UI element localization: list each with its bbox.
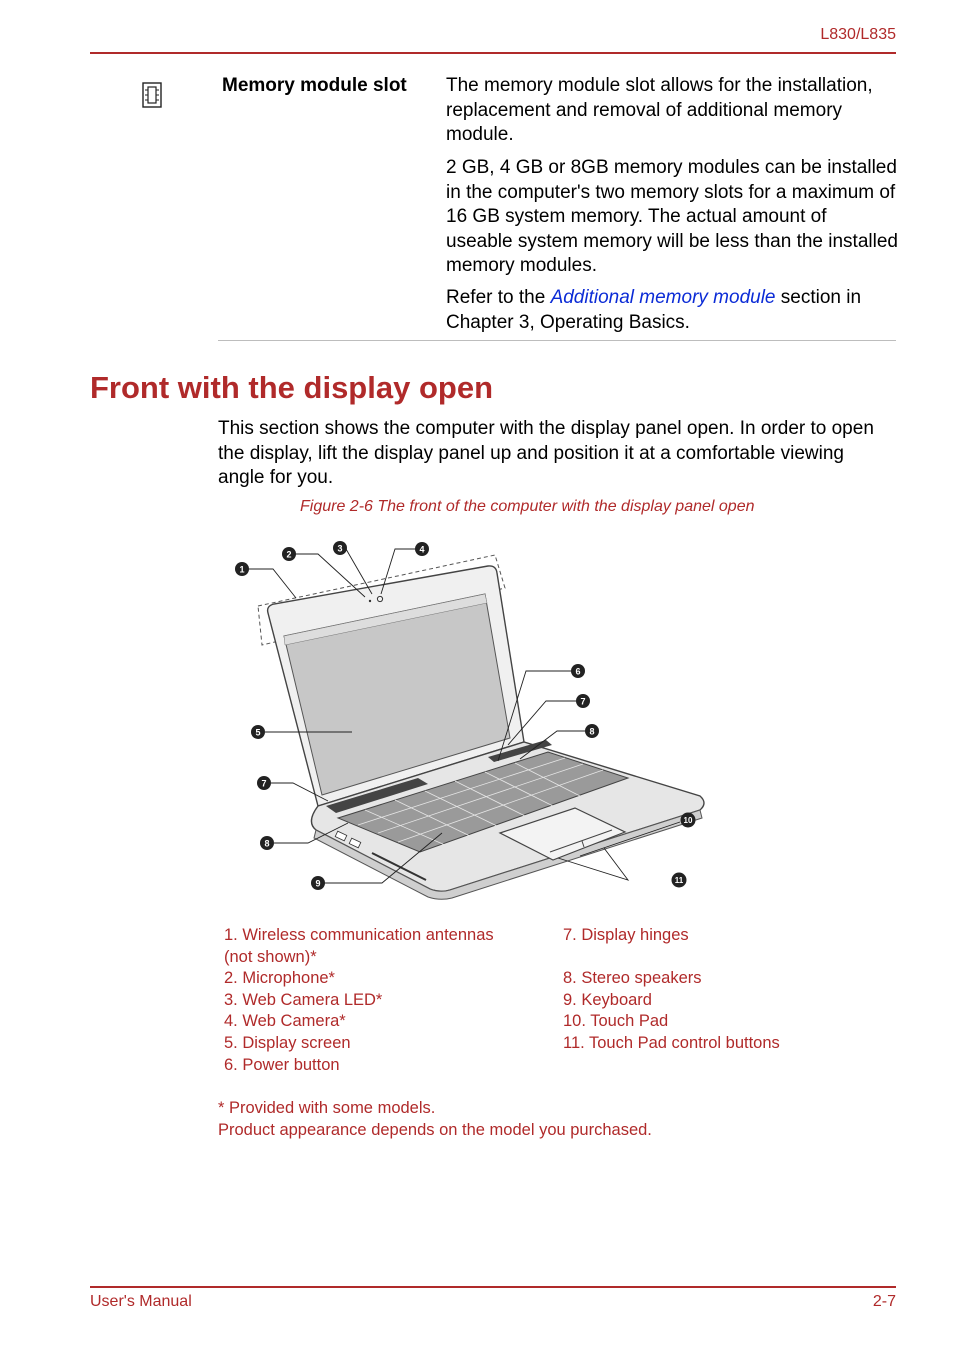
note-provided: * Provided with some models. — [218, 1099, 436, 1117]
legend-item: 9. Keyboard — [563, 990, 652, 1009]
legend-left — [224, 925, 544, 1076]
memory-slot-term: Memory module slot — [222, 75, 407, 96]
section-intro: This section shows the computer with the display panel open. In order to open the display, lift the display panel up and position it at a comfortable viewing angle for you. — [218, 418, 874, 489]
legend-item: 3. Web Camera LED* — [224, 990, 383, 1009]
memory-slot-reference — [446, 286, 898, 335]
memory-slot-description-1: The memory module slot allows for the installation, replacement and removal of additional memory module. — [446, 75, 873, 146]
svg-text:9: 9 — [315, 878, 321, 889]
figure-caption: Figure 2-6 The front of the computer with the display panel open — [300, 498, 755, 515]
footer-manual-title: User's Manual — [90, 1293, 192, 1310]
callout-2 — [282, 547, 296, 561]
legend-item: 1. Wireless communication antennas — [224, 926, 494, 944]
svg-text:8: 8 — [264, 838, 270, 849]
callout-6 — [571, 664, 585, 678]
reference-suffix: section in Chapter 3, Operating Basics. — [446, 287, 862, 333]
svg-text:2: 2 — [286, 549, 292, 560]
legend-item: 4. Web Camera* — [224, 1012, 346, 1031]
svg-text:11: 11 — [674, 876, 684, 885]
callout-1 — [235, 562, 249, 576]
svg-text:7: 7 — [580, 696, 586, 707]
svg-text:6: 6 — [575, 666, 581, 677]
model-name: L830/L835 — [820, 26, 896, 43]
callout-11 — [672, 873, 687, 888]
reference-prefix: Refer to the — [446, 287, 551, 308]
svg-text:4: 4 — [419, 544, 425, 555]
callout-10 — [681, 813, 696, 828]
legend-item: 6. Power button — [224, 1055, 340, 1074]
legend-item: 8. Stereo speakers — [563, 969, 702, 988]
callout-3 — [333, 541, 347, 555]
callout-8-right — [585, 724, 599, 738]
callout-4 — [415, 542, 429, 556]
callout-7-right — [576, 694, 590, 708]
legend-spacer — [563, 947, 893, 969]
callout-8-left — [260, 836, 274, 850]
footer-rule — [90, 1286, 896, 1288]
figure-notes — [218, 1097, 652, 1141]
svg-text:7: 7 — [261, 778, 267, 789]
table-bottom-rule — [218, 340, 896, 341]
svg-text:3: 3 — [337, 543, 343, 554]
memory-slot-description-2: 2 GB, 4 GB or 8GB memory modules can be installed in the computer's two memory slots for a maximum of 16 GB system memory. The actual amount of useable system memory will be less than the installed memory modules. — [446, 157, 898, 277]
laptop-illustration — [232, 536, 712, 901]
header-rule — [90, 52, 896, 54]
memory-chip-icon — [142, 82, 162, 108]
svg-text:8: 8 — [589, 726, 595, 737]
svg-text:10: 10 — [683, 816, 693, 825]
legend-item: 2. Microphone* — [224, 969, 335, 988]
legend-right — [563, 925, 893, 1055]
note-appearance: Product appearance depends on the model you purchased. — [218, 1121, 652, 1139]
callout-9 — [311, 876, 325, 890]
legend-item: 11. Touch Pad control buttons — [563, 1033, 780, 1052]
section-title: Front with the display open — [90, 370, 493, 405]
additional-memory-module-link[interactable]: Additional memory module — [550, 287, 776, 308]
svg-text:5: 5 — [255, 727, 261, 738]
footer-page-number: 2-7 — [872, 1293, 896, 1310]
callout-5 — [251, 725, 265, 739]
legend-item: 5. Display screen — [224, 1033, 351, 1052]
legend-item: 10. Touch Pad — [563, 1012, 669, 1031]
svg-text:1: 1 — [239, 564, 245, 575]
legend-item: (not shown)* — [224, 947, 317, 966]
callout-7-left — [257, 776, 271, 790]
legend-item: 7. Display hinges — [563, 926, 689, 944]
